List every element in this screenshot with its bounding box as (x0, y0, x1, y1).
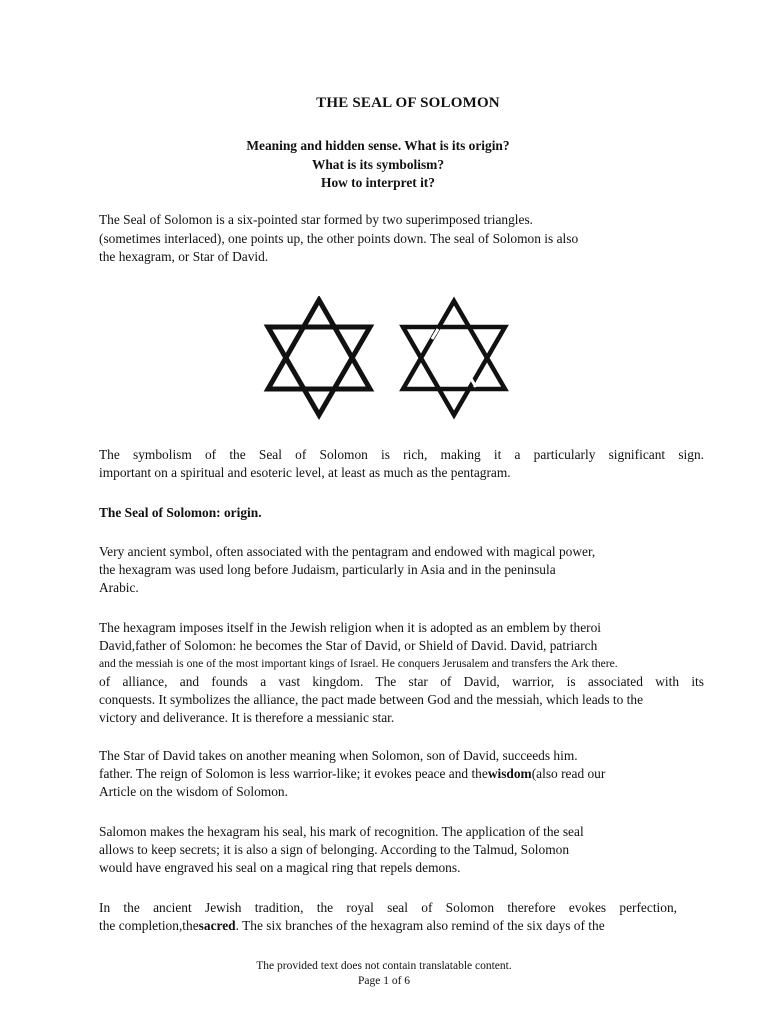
paragraph-line: of alliance, and founds a vast kingdom. The star of David, warrior, is associated with its (99, 674, 704, 689)
paragraph-line: David,father of Solomon: he becomes the Star of David, or Shield of David. David, patriarch (99, 638, 598, 653)
text-run: (also read our (531, 766, 606, 781)
paragraph-line: Salomon makes the hexagram his seal, his mark of recognition. The application of the seal (99, 824, 584, 839)
paragraph-line: The Star of David takes on another meaning when Solomon, son of David, succeeds him. (99, 748, 578, 763)
paragraph-line (99, 765, 704, 783)
hexagram-figure (262, 296, 512, 420)
subtitle-line: What is its symbolism? (311, 156, 445, 172)
seal-paragraph (99, 823, 704, 877)
bold-term-sacred: sacred (198, 918, 236, 933)
bold-term-wisdom: wisdom (487, 766, 532, 781)
footer-note: The provided text does not contain translatable content. (256, 960, 512, 972)
paragraph-line: In the ancient Jewish tradition, the royal seal of Solomon therefore evokes perfection, (99, 900, 677, 915)
star-of-david-superimposed-icon (268, 300, 370, 415)
intro-paragraph (99, 211, 704, 267)
paragraph-line: Very ancient symbol, often associated with the pentagram and endowed with magical power, (99, 544, 596, 559)
star-of-david-interlaced-icon (403, 301, 505, 415)
paragraph-line: and the messiah is one of the most important kings of Israel. He conquers Jerusalem and transfers the Ark there. (99, 657, 618, 670)
subtitle-line: Meaning and hidden sense. What is its origin? (246, 138, 510, 153)
paragraph-line: the hexagram, or Star of David. (99, 249, 269, 264)
symbolism-paragraph (99, 446, 704, 482)
paragraph-line: The hexagram imposes itself in the Jewish religion when it is adopted as an emblem by theroi (99, 620, 602, 635)
section-heading: The Seal of Solomon: origin. (99, 505, 262, 520)
paragraph-line: important on a spiritual and esoteric level, at least as much as the pentagram. (99, 465, 511, 480)
paragraph-line: Arabic. (99, 580, 139, 595)
paragraph-line: Article on the wisdom of Solomon. (99, 784, 288, 799)
paragraph-line: the hexagram was used long before Judaism, particularly in Asia and in the peninsula (99, 562, 556, 577)
page-number: Page 1 of 6 (357, 975, 411, 987)
paragraph-line: victory and deliverance. It is therefore a messianic star. (99, 710, 395, 725)
tradition-paragraph (99, 899, 677, 935)
jewish-religion-paragraph (99, 619, 704, 727)
paragraph-line (99, 917, 677, 935)
document-subtitle (0, 137, 756, 193)
origin-paragraph (99, 543, 704, 597)
solomon-paragraph (99, 747, 704, 801)
paragraph-line: (sometimes interlaced), one points up, the other points down. The seal of Solomon is also (99, 230, 579, 246)
paragraph-line: conquests. It symbolizes the alliance, the pact made between God and the messiah, which leads to the (99, 692, 644, 707)
paragraph-line: The Seal of Solomon is a six-pointed star formed by two superimposed triangles. (99, 212, 534, 227)
text-run: the completion,the (99, 918, 199, 933)
subtitle-line: How to interpret it? (321, 175, 435, 190)
text-run: . The six branches of the hexagram also remind of the six days of the (235, 918, 605, 933)
paragraph-line: would have engraved his seal on a magical ring that repels demons. (99, 860, 461, 875)
paragraph-line: allows to keep secrets; it is also a sign of belonging. According to the Talmud, Solomon (99, 842, 570, 857)
document-title: THE SEAL OF SOLOMON (316, 95, 500, 111)
paragraph-line: The symbolism of the Seal of Solomon is rich, making it a particularly significant sign. (99, 447, 704, 462)
text-run: father. The reign of Solomon is less warrior-like; it evokes peace and the (99, 766, 488, 781)
